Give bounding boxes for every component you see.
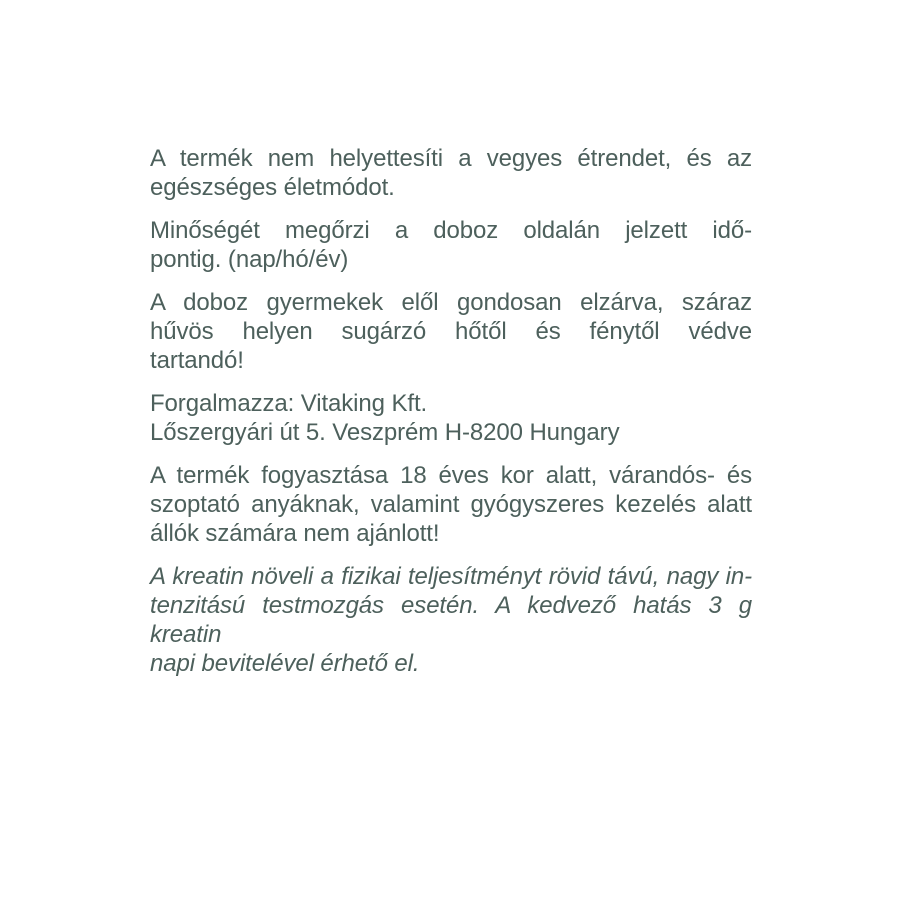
text-line: Forgalmazza: Vitaking Kft. bbox=[150, 390, 428, 417]
text-line: A kreatin növeli a fizikai teljesítményt rövid távú, nagy in- bbox=[150, 563, 752, 590]
text-line: állók számára nem ajánlott! bbox=[150, 520, 440, 547]
paragraph-quality-retention bbox=[150, 216, 752, 274]
paragraph-storage-warning bbox=[150, 288, 752, 375]
text-line: egészséges életmódot. bbox=[150, 174, 395, 201]
text-line: A termék fogyasztása 18 éves kor alatt, várandós- és bbox=[150, 462, 752, 489]
paragraph-creatine-health-claim bbox=[150, 562, 752, 678]
paragraph-distributor-info bbox=[150, 389, 752, 447]
text-line: hűvös helyen sugárzó hőtől és fénytől védve bbox=[150, 318, 752, 345]
label-text-block bbox=[150, 144, 752, 692]
text-line: tartandó! bbox=[150, 347, 244, 374]
text-line: szoptató anyáknak, valamint gyógyszeres kezelés alatt bbox=[150, 491, 752, 518]
text-line: A termék nem helyettesíti a vegyes étrendet, és az bbox=[150, 145, 752, 172]
text-line: Lőszergyári út 5. Veszprém H-8200 Hungary bbox=[150, 419, 620, 446]
paragraph-age-pregnancy-warning bbox=[150, 461, 752, 548]
text-line: Minőségét megőrzi a doboz oldalán jelzett idő- bbox=[150, 217, 752, 244]
paragraph-varied-diet-disclaimer bbox=[150, 144, 752, 202]
text-line: tenzitású testmozgás esetén. A kedvező hatás 3 g kreatin bbox=[150, 592, 752, 648]
text-line: pontig. (nap/hó/év) bbox=[150, 246, 349, 273]
text-line: A doboz gyermekek elől gondosan elzárva, száraz bbox=[150, 289, 752, 316]
text-line: napi bevitelével érhető el. bbox=[150, 650, 420, 677]
